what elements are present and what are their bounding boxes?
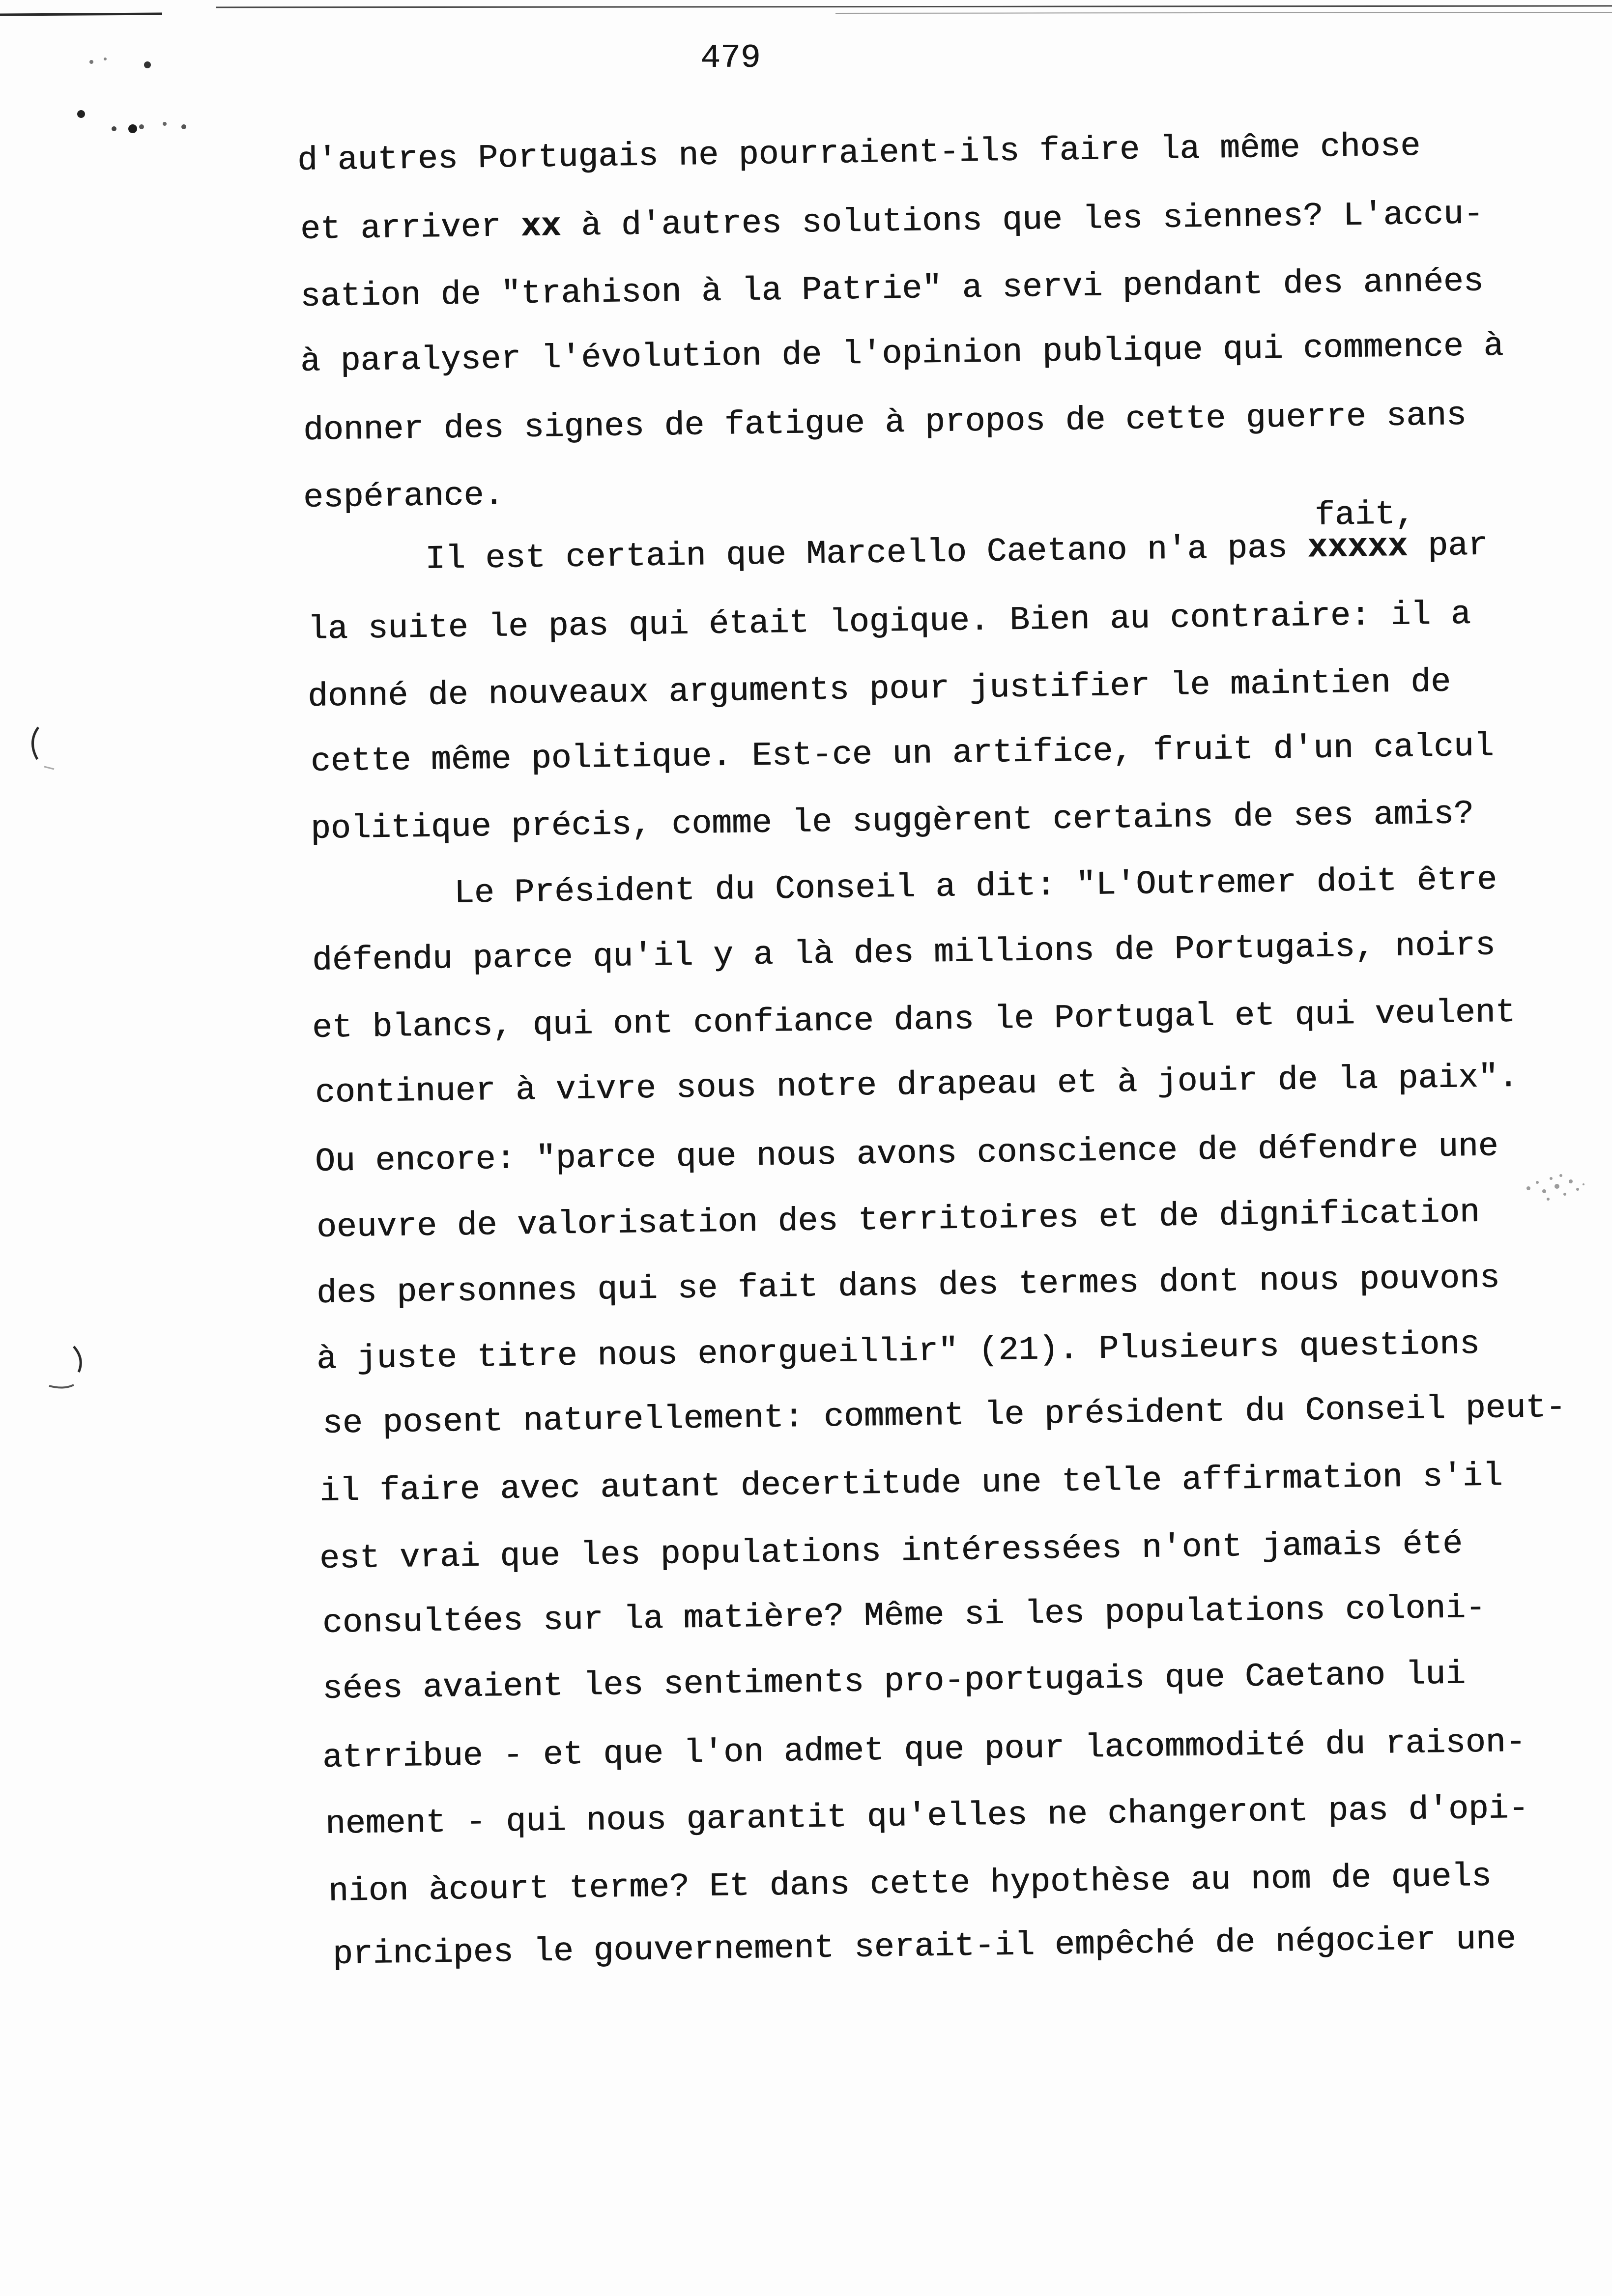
margin-speck [104,57,107,60]
margin-parenthesis-mark [32,727,38,759]
text-line: la suite le pas qui était logique. Bien au contraire: il a [307,596,1471,649]
margin-speck [144,61,151,68]
margin-speck [163,122,167,126]
text-line: sation de "trahison à la Patrie" a servi pendant des années [300,262,1484,316]
top-edge-line [216,6,1612,7]
text-line: se posent naturellement: comment le président du Conseil peut- [322,1388,1566,1443]
text-line: à paralyser l'évolution de l'opinion publique qui commence à [300,327,1504,381]
text-line: et blancs, qui ont confiance dans le Portugal et qui veulent [312,993,1516,1047]
text-line: espérance. [303,476,504,517]
text-line: consultées sur la matière? Même si les populations coloni- [322,1589,1486,1642]
text-line: est vrai que les populations intéressées n'ont jamais été [319,1525,1463,1578]
margin-parenthesis-mark [74,1347,81,1372]
struck-out-text: xxxxx [1307,527,1408,567]
text-line: cette même politique. Est-ce un artifice, fruit d'un calcul [310,727,1494,781]
text-line: oeuvre de valorisation des territoires et de dignification [316,1194,1480,1247]
margin-speck [77,110,85,118]
text-line: il faire avec autant decertitude une telle affirmation s'il [319,1457,1503,1511]
margin-speck [44,767,54,769]
text-line: sées avaient les sentiments pro-portugais que Caetano lui [322,1655,1466,1708]
text-line: d'autres Portugais ne pourraient-ils faire la même chose [297,127,1421,180]
margin-speck [89,60,93,64]
scan-smudge [1526,1174,1584,1201]
line-text-before: et arriver [300,208,521,249]
top-edge-line [0,14,162,15]
line-text-after: par [1407,526,1489,566]
margin-speck [49,1385,74,1388]
interlinear-insertion: fait, [1314,495,1415,535]
margin-speck [128,124,137,133]
top-edge-line [835,12,1612,13]
text-line: à juste titre nous enorgueillir" (21). Plusieurs questions [316,1325,1480,1378]
text-line: donné de nouveaux arguments pour justifier le maintien de [307,663,1451,716]
text-line: défendu parce qu'il y a là des millions de Portugais, noirs [312,926,1496,980]
margin-speck [181,124,186,129]
text-line: donner des signes de fatigue à propos de cette guerre sans [303,397,1467,450]
line-text-after: à d'autres solutions que les siennes? L'accu- [560,195,1484,246]
text-line: Le Président du Conseil a dit: "L'Outremer doit être [454,861,1497,913]
text-line: nion àcourt terme? Et dans cette hypothèse au nom de quels [328,1858,1492,1911]
text-line: nement - qui nous garantit qu'elles ne changeront pas d'opi- [325,1789,1529,1843]
text-line: continuer à vivre sous notre drapeau et à jouir de la paix". [315,1058,1519,1112]
margin-speck [112,126,116,131]
line-text-before: Il est certain que Marcello Caetano n'a pas [425,529,1308,578]
text-line: principes le gouvernement serait-il empêché de négocier une [332,1920,1516,1974]
page-number: 479 [700,39,761,77]
text-line: des personnes qui se fait dans des termes dont nous pouvons [316,1259,1500,1313]
text-line: politique précis, comme le suggèrent certains de ses amis? [310,795,1474,848]
struck-out-text: xx [520,207,561,246]
margin-speck [139,124,144,129]
text-line: atrribue - et que l'on admet que pour lacommodité du raison- [322,1723,1526,1777]
text-line: Ou encore: "parce que nous avons conscience de défendre une [315,1127,1498,1181]
